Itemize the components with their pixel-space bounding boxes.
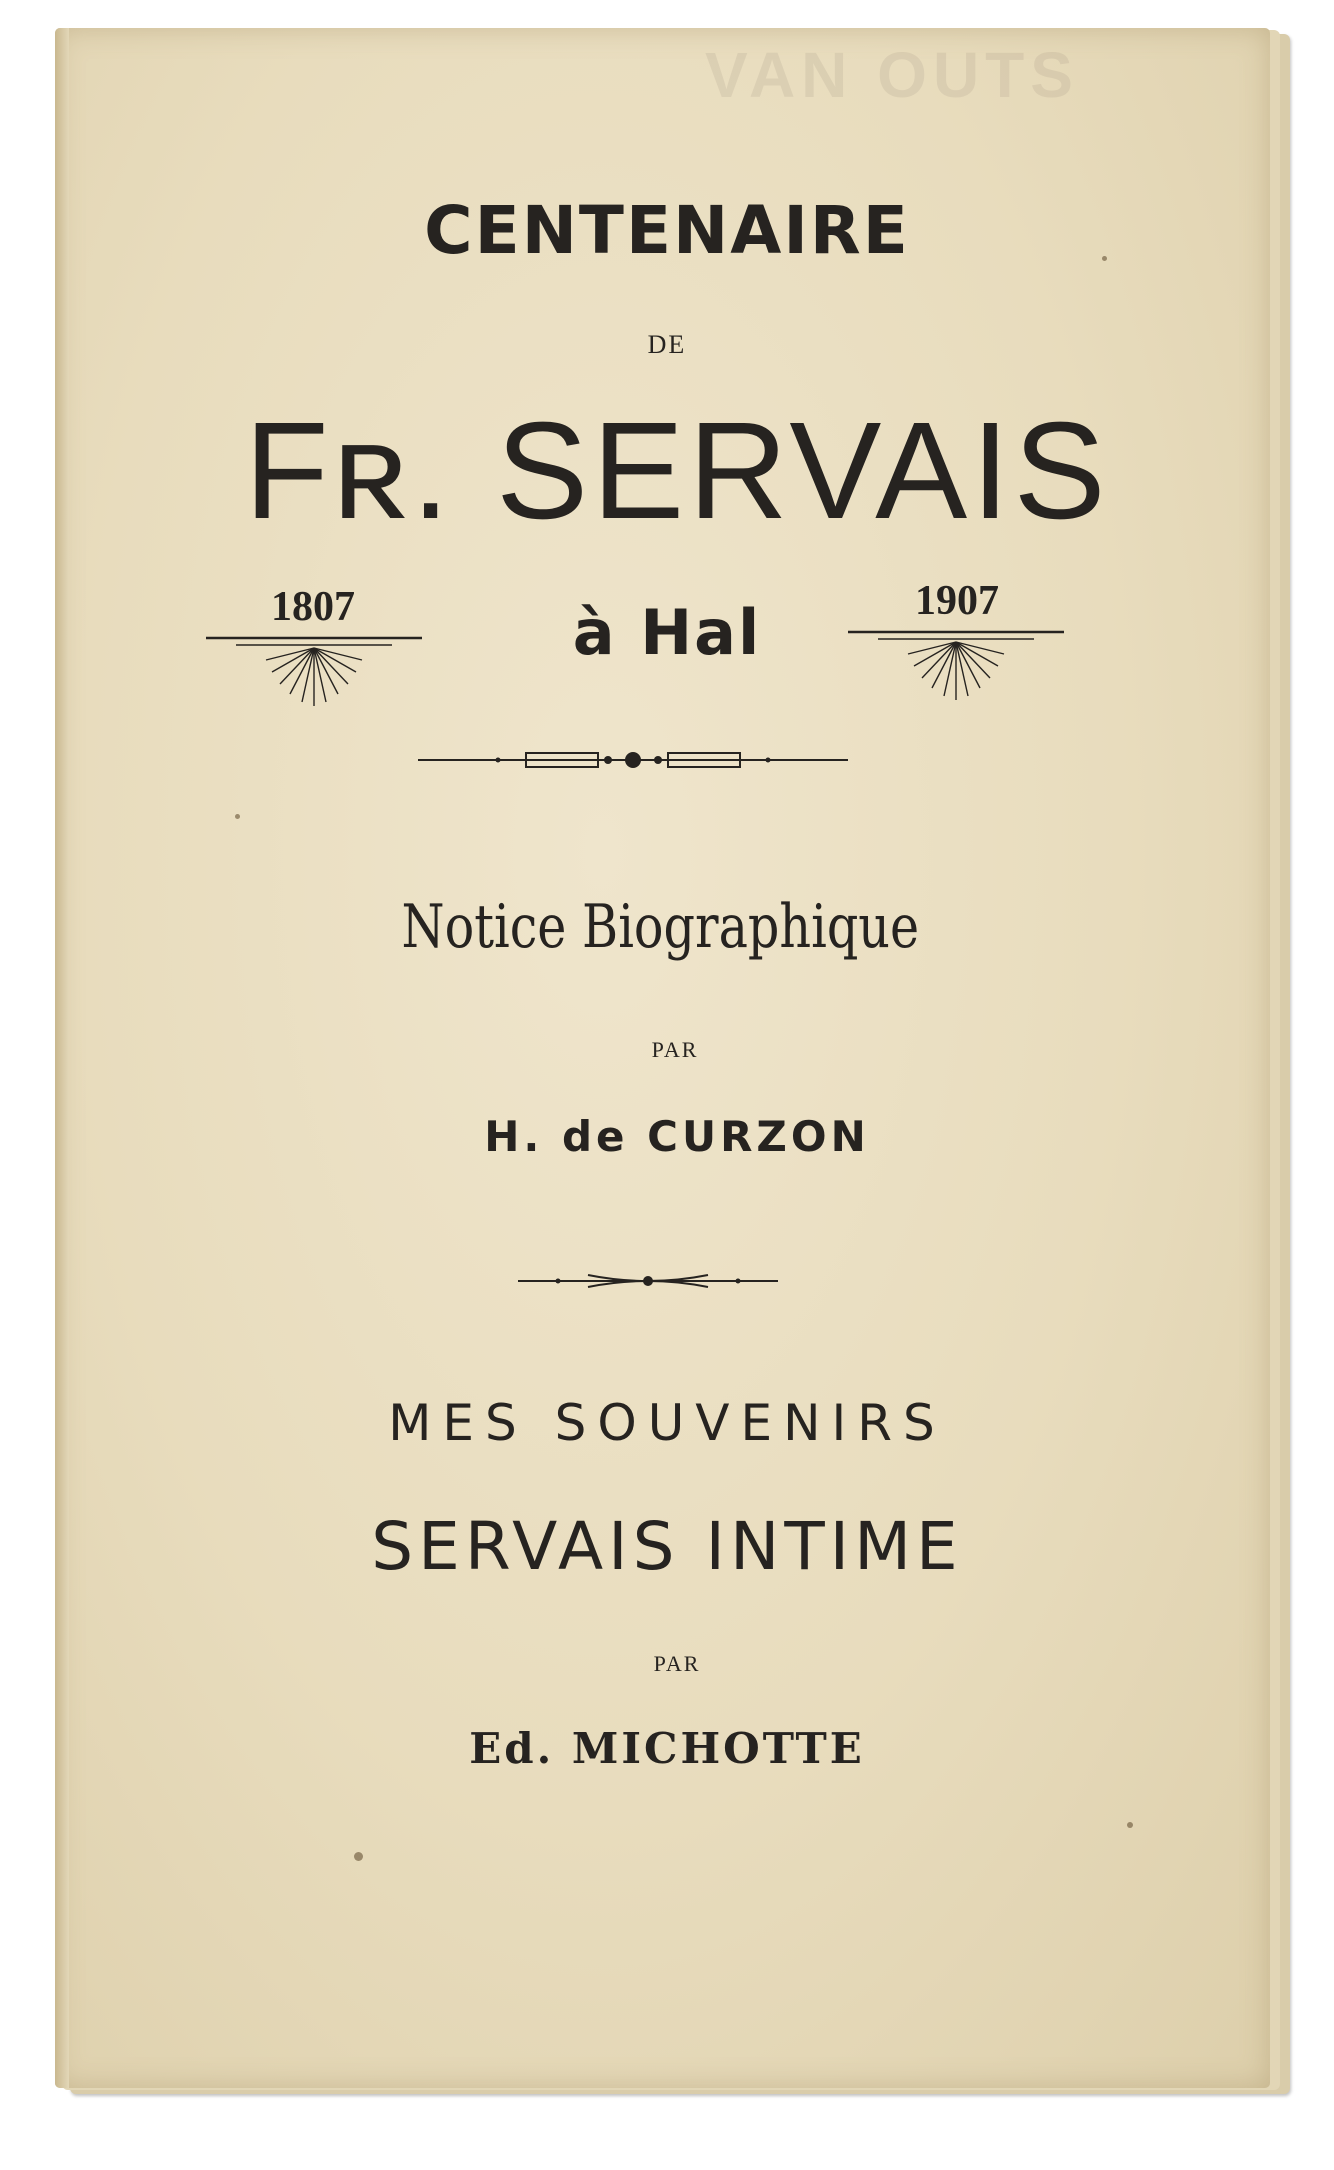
faded-stamp: VAN OUTS bbox=[705, 39, 1079, 111]
notice-biographique: Notice Biographique bbox=[401, 892, 920, 962]
title-centenaire: CENTENAIRE bbox=[424, 192, 910, 269]
paper-speck bbox=[354, 1852, 363, 1861]
sunburst-ornament-right bbox=[848, 626, 1064, 716]
place-hal: à Hal bbox=[572, 596, 762, 669]
sunburst-ornament-left bbox=[206, 632, 422, 722]
author-curzon: H. de CURZON bbox=[484, 1112, 870, 1161]
paper-speck bbox=[235, 814, 240, 819]
title-de: DE bbox=[647, 330, 687, 359]
author-michotte: Ed. MICHOTTE bbox=[469, 1724, 865, 1773]
year-1807: 1807 bbox=[271, 584, 355, 630]
title-servais: Fʀ. SERVAIS bbox=[244, 394, 1110, 548]
mes-souvenirs: MES SOUVENIRS bbox=[388, 1394, 946, 1452]
divider-ornament-top bbox=[418, 740, 848, 780]
servais-intime: SERVAIS INTIME bbox=[371, 1508, 963, 1585]
par-label-2: PAR bbox=[653, 1651, 701, 1676]
divider-ornament-bottom bbox=[518, 1266, 778, 1296]
paper-speck bbox=[1102, 256, 1107, 261]
year-1907: 1907 bbox=[915, 578, 999, 624]
paper-speck bbox=[1127, 1822, 1133, 1828]
par-label-1: PAR bbox=[651, 1037, 699, 1062]
